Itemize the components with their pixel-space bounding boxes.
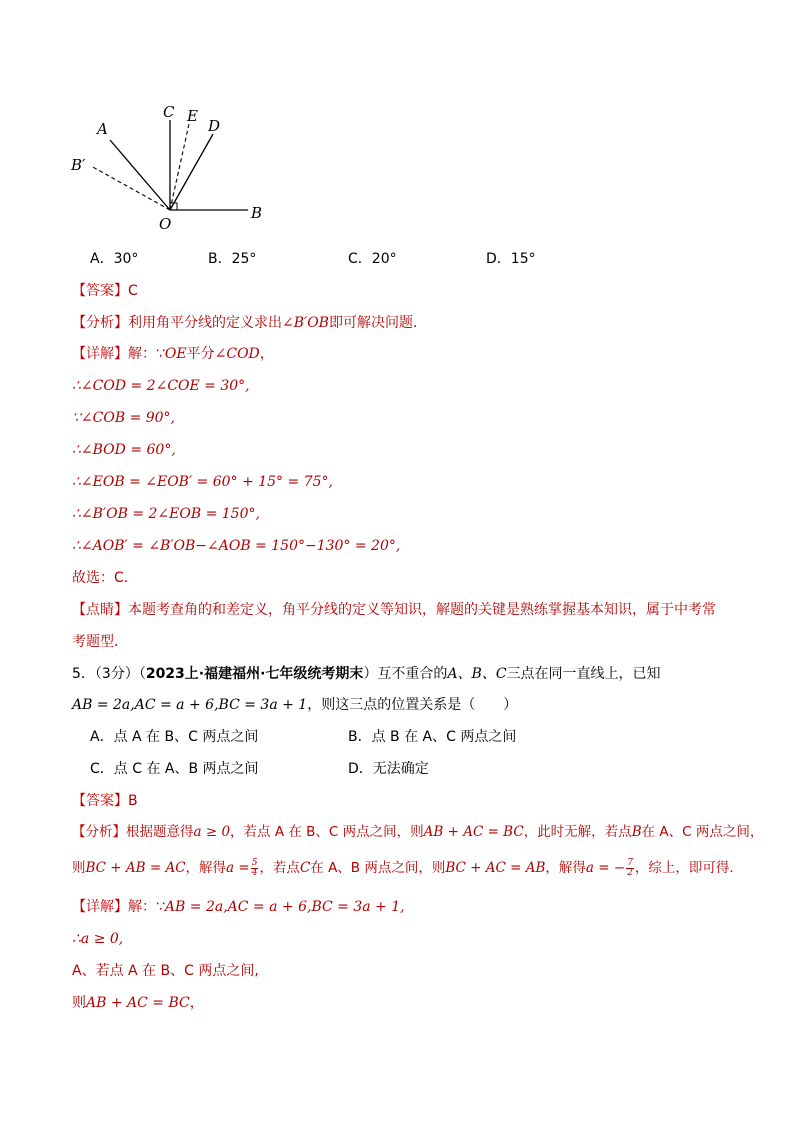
angle-figure — [60, 92, 360, 242]
q4-option-a: A．30° — [90, 251, 139, 267]
q5-case-a: A、若点 A 在 B、C 两点之间, — [72, 963, 259, 979]
ray-od — [170, 134, 213, 210]
label-o: O — [159, 215, 172, 233]
q4-step-5: ∴∠B′OB = 2∠EOB = 150°, — [72, 506, 260, 522]
q5-option-c: C．点 C 在 A、B 两点之间 — [90, 761, 259, 777]
q5-analysis-cont: 则BC + AB = AC，解得a = $\frac{5}{4}$ ，若点C在 A、B 两点之间，则BC + AC = AB，解得a = − $\frac{7}{2}$ ，综上，即可得． — [72, 857, 743, 878]
q5-option-d: D．无法确定 — [348, 761, 429, 777]
q4-answer: 【答案】C — [72, 283, 138, 299]
fraction-seven-halves: $\frac{7}{2}$ — [627, 857, 633, 878]
label-c: C — [163, 103, 175, 121]
q4-detail: 【详解】解：∵OE平分∠COD， — [72, 346, 274, 362]
label-b: B — [251, 204, 263, 222]
q5-stem-cont: AB = 2a,AC = a + 6,BC = 3a + 1，则这三点的位置关系是（ ） — [72, 697, 518, 713]
q4-comment: 【点睛】本题考查角的和差定义，角平分线的定义等知识，解题的关键是熟练掌握基本知识，属于中考常 — [72, 602, 716, 618]
ray-obprime-dashed — [91, 166, 170, 210]
q5-stem: 5．（3分）（2023上·福建福州·七年级统考期末）互不重合的A、B、C三点在同一直线上，已知 — [72, 666, 661, 682]
q4-option-b: B．25° — [208, 251, 257, 267]
q4-step-6: ∴∠AOB′ = ∠B′OB−∠AOB = 150°−130° = 20°, — [72, 538, 401, 554]
q5-analysis: 【分析】根据题意得a ≥ 0，若点 A 在 B、C 两点之间，则AB + AC = BC，此时无解，若点B在 A、C 两点之间， — [72, 824, 764, 840]
q4-step-1: ∴∠COD = 2∠COE = 30°, — [72, 378, 250, 394]
q4-analysis: 【分析】利用角平分线的定义求出∠B′OB即可解决问题． — [72, 315, 427, 331]
q5-option-a: A．点 A 在 B、C 两点之间 — [90, 729, 259, 745]
q5-case-a-then: 则AB + AC = BC， — [72, 995, 204, 1011]
q4-option-c: C．20° — [348, 251, 397, 267]
q5-detail: 【详解】解：∵AB = 2a,AC = a + 6,BC = 3a + 1, — [72, 899, 405, 915]
label-e: E — [187, 107, 198, 125]
fraction-five-fourths: $\frac{5}{4}$ — [251, 857, 258, 878]
label-bprime: B′ — [71, 156, 86, 174]
q4-option-d: D．15° — [486, 251, 536, 267]
q4-comment-cont: 考题型． — [72, 634, 128, 650]
q4-choose: 故选：C． — [72, 570, 138, 586]
q4-step-3: ∴∠BOD = 60°, — [72, 442, 176, 458]
q4-step-2: ∵∠COB = 90°, — [72, 410, 176, 426]
q5-option-b: B．点 B 在 A、C 两点之间 — [348, 729, 517, 745]
ray-oa — [110, 140, 170, 210]
q4-step-4: ∴∠EOB = ∠EOB′ = 60° + 15° = 75°, — [72, 474, 333, 490]
q5-answer: 【答案】B — [72, 793, 138, 809]
label-d: D — [208, 117, 221, 135]
label-a: A — [97, 120, 108, 138]
q5-step-1: ∴a ≥ 0, — [72, 931, 124, 947]
ray-oe-dashed — [170, 124, 189, 210]
